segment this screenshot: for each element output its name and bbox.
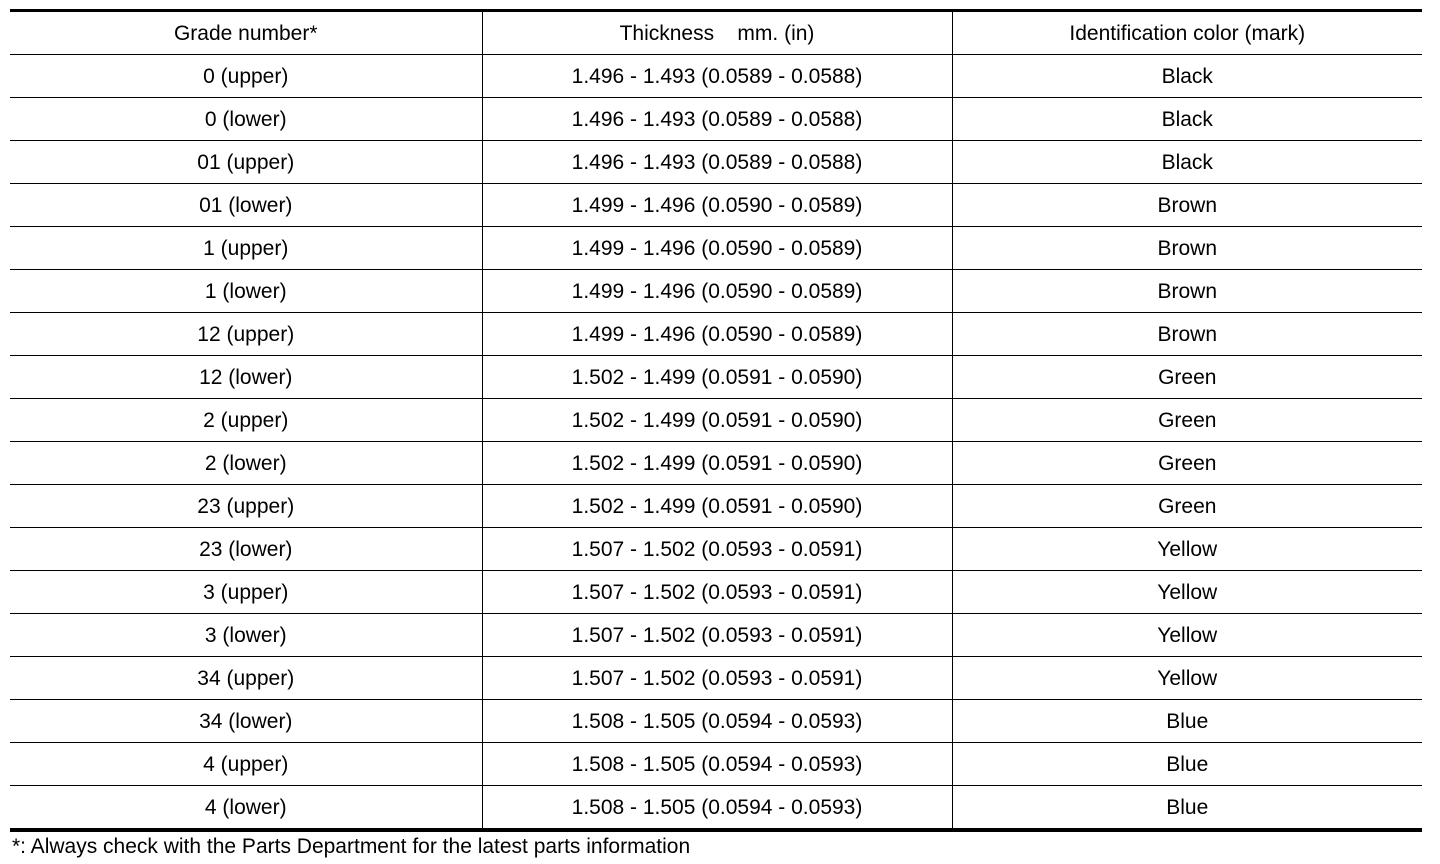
- thickness-cell: 1.496 - 1.493 (0.0589 - 0.0588): [482, 98, 952, 141]
- grade-cell: 4 (upper): [10, 743, 482, 786]
- table-row: [10, 743, 1422, 786]
- color-cell: Green: [952, 356, 1422, 399]
- grade-cell: 23 (lower): [10, 528, 482, 571]
- grade-cell: 0 (upper): [10, 55, 482, 98]
- thickness-cell: 1.507 - 1.502 (0.0593 - 0.0591): [482, 528, 952, 571]
- thickness-cell: 1.508 - 1.505 (0.0594 - 0.0593): [482, 700, 952, 743]
- table-row: [10, 141, 1422, 184]
- footnote: *: Always check with the Parts Department for the latest parts information: [12, 835, 691, 858]
- color-cell: Yellow: [952, 614, 1422, 657]
- thickness-cell: 1.496 - 1.493 (0.0589 - 0.0588): [482, 55, 952, 98]
- table-row: [10, 270, 1422, 313]
- thickness-cell: 1.496 - 1.493 (0.0589 - 0.0588): [482, 141, 952, 184]
- grade-cell: 2 (lower): [10, 442, 482, 485]
- color-cell: Black: [952, 141, 1422, 184]
- table-row: [10, 313, 1422, 356]
- table-row: [10, 657, 1422, 700]
- grade-cell: 34 (lower): [10, 700, 482, 743]
- color-cell: Yellow: [952, 528, 1422, 571]
- thickness-cell: 1.499 - 1.496 (0.0590 - 0.0589): [482, 270, 952, 313]
- thickness-cell: 1.499 - 1.496 (0.0590 - 0.0589): [482, 227, 952, 270]
- table-row: [10, 485, 1422, 528]
- color-cell: Blue: [952, 786, 1422, 831]
- grade-cell: 2 (upper): [10, 399, 482, 442]
- grade-cell: 34 (upper): [10, 657, 482, 700]
- thickness-cell: 1.502 - 1.499 (0.0591 - 0.0590): [482, 442, 952, 485]
- table-row: [10, 184, 1422, 227]
- color-cell: Brown: [952, 184, 1422, 227]
- table-row: [10, 528, 1422, 571]
- grade-cell: 01 (upper): [10, 141, 482, 184]
- header-thickness: Thickness mm. (in): [482, 11, 952, 55]
- table-row: [10, 614, 1422, 657]
- color-cell: Green: [952, 399, 1422, 442]
- grade-cell: 12 (lower): [10, 356, 482, 399]
- header-identification-color: Identification color (mark): [952, 11, 1422, 55]
- color-cell: Black: [952, 98, 1422, 141]
- table-body: [10, 55, 1422, 831]
- thickness-cell: 1.507 - 1.502 (0.0593 - 0.0591): [482, 571, 952, 614]
- grade-cell: 3 (lower): [10, 614, 482, 657]
- thickness-cell: 1.502 - 1.499 (0.0591 - 0.0590): [482, 356, 952, 399]
- grade-cell: 23 (upper): [10, 485, 482, 528]
- grade-cell: 12 (upper): [10, 313, 482, 356]
- grade-cell: 4 (lower): [10, 786, 482, 831]
- table-row: [10, 442, 1422, 485]
- table-row: [10, 571, 1422, 614]
- grade-cell: 1 (lower): [10, 270, 482, 313]
- thickness-cell: 1.499 - 1.496 (0.0590 - 0.0589): [482, 184, 952, 227]
- thickness-cell: 1.499 - 1.496 (0.0590 - 0.0589): [482, 313, 952, 356]
- thickness-cell: 1.507 - 1.502 (0.0593 - 0.0591): [482, 614, 952, 657]
- color-cell: Brown: [952, 270, 1422, 313]
- thickness-cell: 1.508 - 1.505 (0.0594 - 0.0593): [482, 743, 952, 786]
- bearing-grade-table: [10, 9, 1422, 832]
- grade-cell: 3 (upper): [10, 571, 482, 614]
- table-row: [10, 227, 1422, 270]
- color-cell: Blue: [952, 700, 1422, 743]
- table-row: [10, 700, 1422, 743]
- color-cell: Brown: [952, 313, 1422, 356]
- table-row: [10, 98, 1422, 141]
- color-cell: Brown: [952, 227, 1422, 270]
- header-grade-number: Grade number*: [173, 21, 318, 45]
- color-cell: Blue: [952, 743, 1422, 786]
- grade-cell: 0 (lower): [10, 98, 482, 141]
- table-row: [10, 399, 1422, 442]
- grade-cell: 01 (lower): [10, 184, 482, 227]
- color-cell: Green: [952, 485, 1422, 528]
- color-cell: Yellow: [952, 571, 1422, 614]
- color-cell: Yellow: [952, 657, 1422, 700]
- color-cell: Black: [952, 55, 1422, 98]
- thickness-cell: 1.502 - 1.499 (0.0591 - 0.0590): [482, 399, 952, 442]
- thickness-cell: 1.507 - 1.502 (0.0593 - 0.0591): [482, 657, 952, 700]
- table-row: [10, 786, 1422, 831]
- table-row: [10, 356, 1422, 399]
- thickness-cell: 1.508 - 1.505 (0.0594 - 0.0593): [482, 786, 952, 831]
- table-row: [10, 55, 1422, 98]
- grade-cell: 1 (upper): [10, 227, 482, 270]
- table-header-row: [10, 11, 1422, 55]
- color-cell: Green: [952, 442, 1422, 485]
- thickness-cell: 1.502 - 1.499 (0.0591 - 0.0590): [482, 485, 952, 528]
